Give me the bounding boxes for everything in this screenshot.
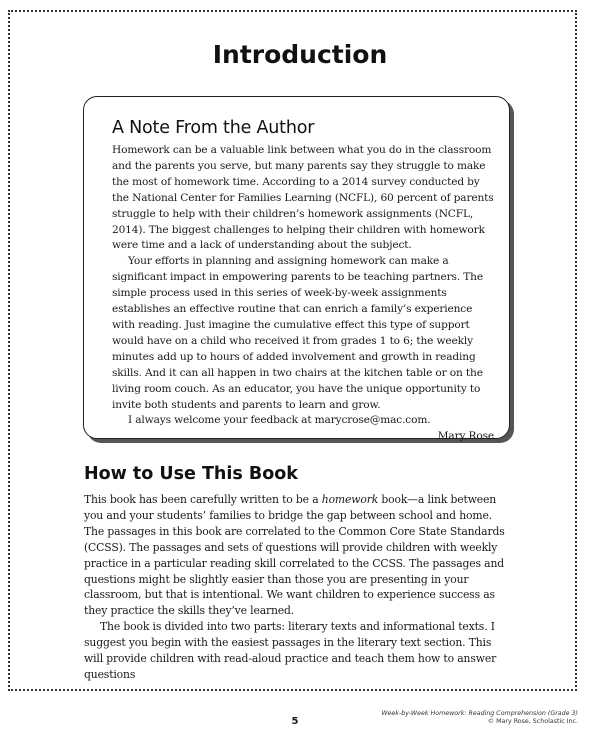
- note-signature: Mary Rose: [437, 430, 494, 443]
- footer-book-title: Week-by-Week Homework: Reading Comprehension (Grade 3): [381, 710, 578, 717]
- note-paragraph: Homework can be a valuable link between what you do in the classroom and the parents you serve, but many parents say they struggle to make the most of homework time. According to a 2014 survey conducted by the National Center for Families Learning (NCFL), 60 percent of parents struggle to help with their children’s homework assignments (NCFL, 2014). The biggest challenges to helping their children with homework were time and a lack of understanding about the subject.: [112, 144, 494, 252]
- section-paragraph: The book is divided into two parts: literary texts and informational texts. I suggest you begin with the easiest passages in the literary text section. This will provide children with read-aloud practice and teach them how to answer questions: [84, 620, 497, 681]
- note-paragraph: I always welcome your feedback at marycrose@mac.com.: [128, 414, 431, 427]
- page-number: 5: [291, 716, 299, 727]
- section-paragraph: [84, 492, 510, 619]
- section-text: book—a link between you and your students’ families to bridge the gap between school and home. The passages in this book are correlated to the Common Core State Standards (CCSS). The passages and sets of questions will provide children with weekly practice in a particular reading skill correlated to the CCSS. The passages and questions might be slightly easier than those you are presenting in your classroom, but that is intentional. We want children to experience success as they practice the skills they’ve learned.: [84, 493, 505, 618]
- emphasis-text: homework: [321, 493, 379, 506]
- note-title: A Note From the Author: [112, 118, 315, 138]
- section-text: This book has been carefully written to be a: [84, 493, 322, 506]
- footer-credit: [381, 710, 578, 726]
- section-title: How to Use This Book: [84, 464, 298, 484]
- footer-copyright: © Mary Rose, Scholastic Inc.: [487, 718, 578, 725]
- section-body: [84, 492, 510, 683]
- note-paragraph: Your efforts in planning and assigning homework can make a significant impact in empowering parents to be teaching partners. The simple process used in this series of week-by-week assignments establishes an effective routine that can enrich a family’s experience with reading. Just imagine the cumulative effect this type of support would have on a child who received it from grades 1 to 6; the weekly minutes add up to hours of added involvement and growth in reading skills. And it can all happen in two chairs at the kitchen table or on the living room couch. As an educator, you have the unique opportunity to invite both students and parents to learn and grow.: [112, 255, 483, 411]
- note-body: [112, 143, 494, 445]
- page-title: Introduction: [212, 40, 388, 69]
